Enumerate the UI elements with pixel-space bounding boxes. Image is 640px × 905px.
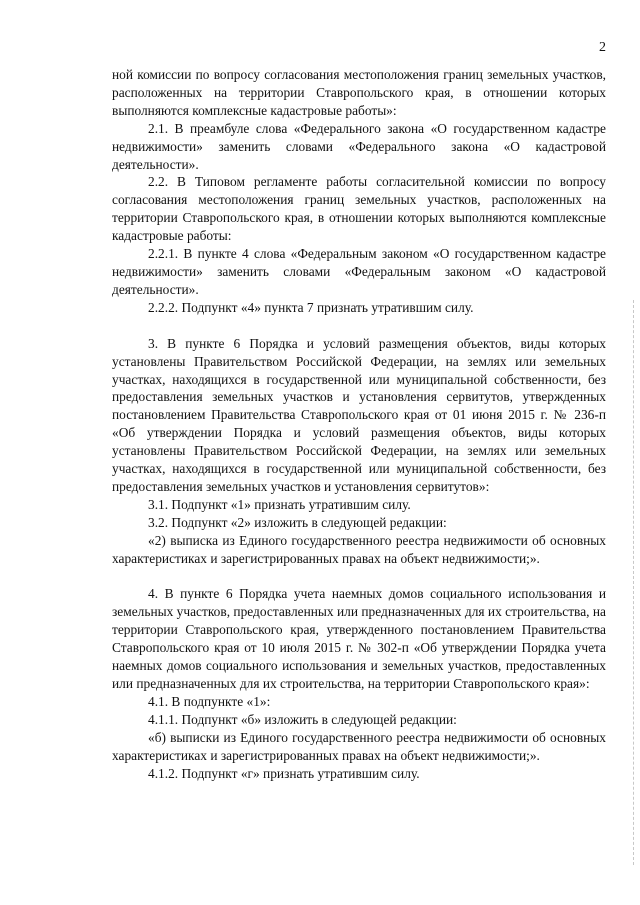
paragraph: 2.2. В Типовом регламенте работы согласительной комиссии по вопросу согласования местоположения границ земельных участков, расположенных на территории Ставропольского края, в отношении которых выполняются комплексные кадастровые работы: bbox=[112, 174, 606, 244]
paragraph: ной комиссии по вопросу согласования местоположения границ земельных участков, расположенных на территории Ставропольского края, в отношении которых выполняются комплексные кадастровые работы»: bbox=[112, 67, 606, 118]
paragraph: 4.1. В подпункте «1»: bbox=[148, 693, 271, 709]
document-body bbox=[112, 66, 606, 782]
paragraph: 3. В пункте 6 Порядка и условий размещения объектов, виды которых установлены Правительством Российской Федерации, на землях или земельных участках, находящихся в государственной или муниципальной собственности, без предоставления земельных участков и установления сервитутов, утвержденных постановлением Правительства Ставропольского края от 01 июня 2015 г. № 236-п «Об утверждении Порядка и условий размещения объектов, виды которых установлены Правительством Российской Федерации, на землях или земельных участках, находящихся в государственной или муниципальной собственности, без предоставления земельных участков и установления сервитутов»: bbox=[112, 335, 606, 494]
paragraph: 4. В пункте 6 Порядка учета наемных домов социального использования и земельных участков, предоставленных или предназначенных для их строительства, на территории Ставропольского края, утвержденного постановлением Правительства Ставропольского края от 10 июля 2015 г. № 302-п «Об утверждении Порядка учета наемных домов социального использования и земельных участков, предоставленных или предназначенных для их строительства, на территории Ставропольского края»: bbox=[112, 586, 606, 691]
paragraph: 2.2.2. Подпункт «4» пункта 7 признать утратившим силу. bbox=[148, 299, 474, 315]
paragraph: «2) выписка из Единого государственного реестра недвижимости об основных характеристиках и зарегистрированных правах на объект недвижимости;». bbox=[112, 532, 606, 566]
paragraph: «б) выписки из Единого государственного реестра недвижимости об основных характеристиках и зарегистрированных правах на объект недвижимости;». bbox=[112, 729, 606, 763]
paragraph: 2.2.1. В пункте 4 слова «Федеральным законом «О государственном кадастре недвижимости» заменить словами «Федеральным законом «О кадастровой деятельности». bbox=[112, 246, 606, 297]
page-number: 2 bbox=[599, 40, 606, 55]
scan-edge-line bbox=[633, 300, 634, 865]
paragraph: 3.2. Подпункт «2» изложить в следующей редакции: bbox=[148, 514, 447, 530]
paragraph: 4.1.2. Подпункт «г» признать утратившим силу. bbox=[148, 765, 420, 781]
paragraph: 2.1. В преамбуле слова «Федерального закона «О государственном кадастре недвижимости» заменить словами «Федерального закона «О кадастровой деятельности». bbox=[112, 120, 606, 172]
paragraph: 3.1. Подпункт «1» признать утратившим силу. bbox=[148, 496, 411, 512]
paragraph: 4.1.1. Подпункт «б» изложить в следующей редакции: bbox=[148, 711, 457, 727]
